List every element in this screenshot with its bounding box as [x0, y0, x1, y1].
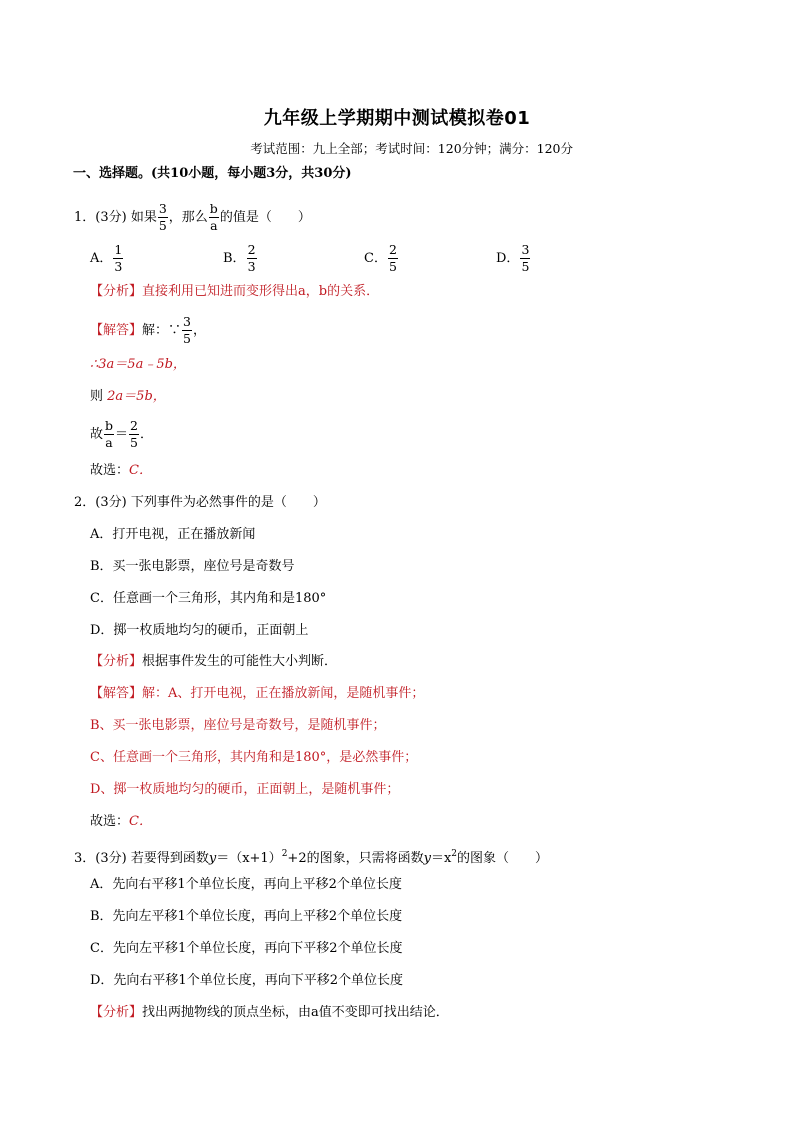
q1-option-d: D． $\frac{3}{5}$ [496, 242, 530, 274]
exam-info-text: 考试范围：九上全部；考试时间：120分钟；满分：120分 [250, 141, 573, 156]
question-3-stem: 3．(3分) 若要得到函数$y=(x+1)^2+2$的图象，只需将函数$y=x^2$的图象（ ） [74, 849, 549, 866]
q1-answer: 【解答】解：∵ $\frac{3}{5}$ ， [90, 314, 206, 346]
question-1-stem [74, 203, 311, 232]
q1-prefix: 1．(3分) 如果 [74, 210, 157, 225]
exam-info [0, 139, 784, 157]
q2-analysis: 【分析】根据事件发生的可能性大小判断． [90, 654, 338, 669]
q2-option-a: A．打开电视，正在播放新闻 [90, 527, 256, 542]
q1-suffix: 的值是（ ） [219, 210, 311, 225]
q1-option-a: A． $\frac{1}{3}$ [90, 242, 123, 274]
q2-answer-line-2: B、买一张电影票，座位号是奇数号，是随机事件； [90, 718, 386, 733]
q2-answer-line-4: D、掷一枚质地均匀的硬币，正面朝上，是随机事件； [90, 782, 400, 797]
q2-option-b: B．买一张电影票，座位号是奇数号 [90, 559, 295, 574]
q2-option-d: D．掷一枚质地均匀的硬币，正面朝上 [90, 623, 309, 638]
q2-answer-line-1: 【解答】解：A、打开电视，正在播放新闻，是随机事件； [90, 686, 425, 701]
q1-target-fraction: $\frac{b}{a}$ [209, 201, 218, 233]
section-heading: 一、选择题。(共10小题，每小题3分，共30分) [73, 166, 352, 181]
q1-choice: 故选：C． [90, 463, 152, 478]
q1-option-c: C． $\frac{2}{5}$ [364, 242, 397, 274]
q2-option-c: C．任意画一个三角形，其内角和是180° [90, 591, 327, 606]
question-2-stem: 2．(3分) 下列事件为必然事件的是（ ） [74, 495, 326, 510]
q3-option-a: A．先向右平移1个单位长度，再向上平移2个单位长度 [90, 877, 402, 892]
q3-option-c: C．先向左平移1个单位长度，再向下平移2个单位长度 [90, 941, 403, 956]
q3-option-d: D．先向右平移1个单位长度，再向下平移2个单位长度 [90, 973, 403, 988]
page-title: 九年级上学期期中测试模拟卷01 [263, 108, 531, 129]
q2-answer-line-3: C、任意画一个三角形，其内角和是180°，是必然事件； [90, 750, 418, 765]
q1-step-1: ∴3a＝5a﹣5b， [90, 357, 186, 372]
q1-analysis: 【分析】直接利用已知进而变形得出a，b的关系． [90, 284, 380, 299]
q1-mid: ，那么 [168, 210, 208, 225]
q1-given-fraction: $\frac{3}{5}$ [158, 201, 167, 233]
q3-analysis: 【分析】找出两抛物线的顶点坐标，由a值不变即可找出结论． [90, 1005, 449, 1020]
q1-step-3: 故 $\frac{b}{a}$ ＝ $\frac{2}{5}$ ． [90, 418, 154, 450]
q3-option-b: B．先向左平移1个单位长度，再向上平移2个单位长度 [90, 909, 403, 924]
q2-choice: 故选：C． [90, 814, 152, 829]
q1-option-b: B． $\frac{2}{3}$ [223, 242, 256, 274]
q1-step-2: 则 2a＝5b， [90, 389, 166, 404]
